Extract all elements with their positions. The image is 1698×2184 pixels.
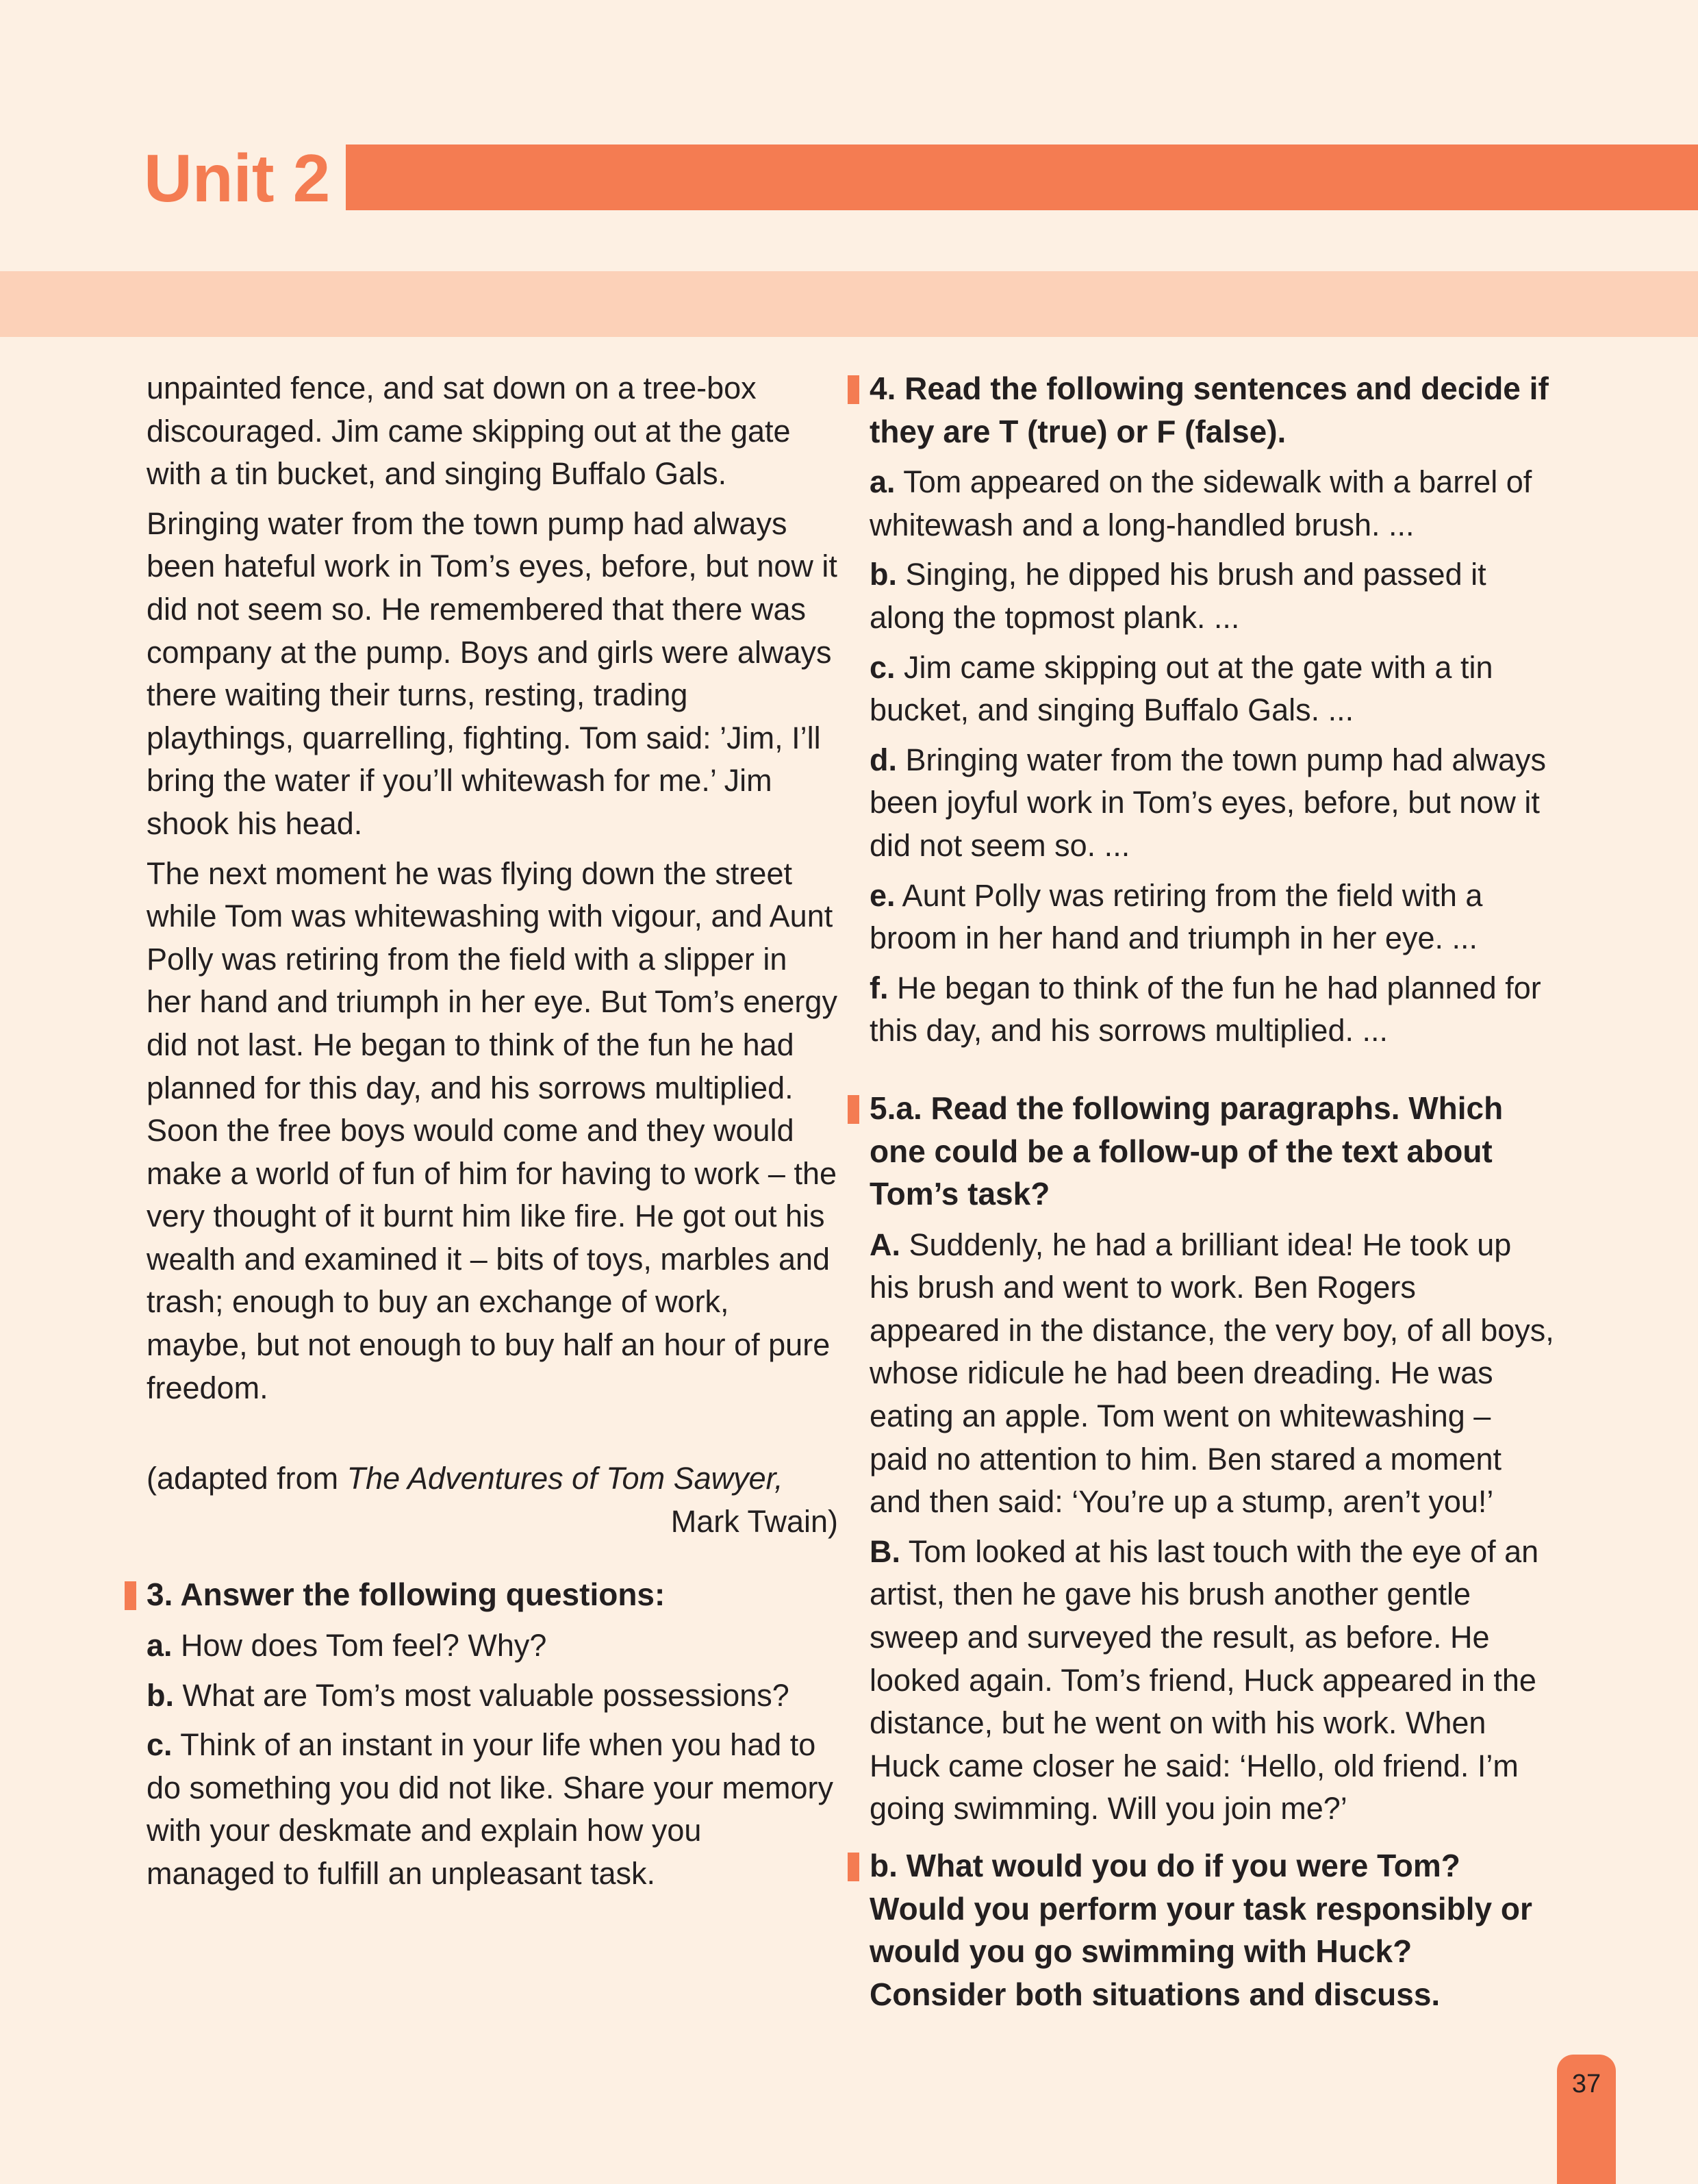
statement-item [870,739,1554,868]
header-band [0,271,1698,337]
section-marker [848,1095,859,1124]
item-letter: b. [147,1677,174,1713]
item-letter: A. [870,1227,900,1262]
page-number-tab [1557,2055,1616,2184]
item-text: Aunt Polly was retiring from the field with a broom in her hand and triumph in her eye. ... [870,877,1483,956]
right-column [870,367,1554,2024]
question-item [147,1624,838,1668]
item-text: Tom looked at his last touch with the eye of an artist, then he gave his brush another gentle sweep and surveyed the result, as before. He looked again. Tom’s friend, Huck appeared in the distance, but he went on with his work. When Huck came closer he said: ‘Hello, old friend. I’m going swimming. Will you join me?’ [870,1533,1539,1827]
section-marker [848,1853,859,1881]
paragraph-option [870,1224,1554,1524]
task-5b-heading [870,1844,1554,2016]
statement-item [870,461,1554,547]
page-number: 37 [1571,2070,1601,2098]
item-letter: b. [870,557,897,592]
task-5-heading [870,1087,1554,1216]
attribution-prefix: (adapted from [147,1461,347,1496]
item-letter: a. [870,464,896,500]
statement-item [870,967,1554,1053]
item-text: Singing, he dipped his brush and passed it along the topmost plank. ... [870,557,1486,635]
statement-item [870,647,1554,732]
question-item [147,1674,838,1718]
statement-item [870,553,1554,639]
item-letter: e. [870,877,896,913]
item-letter: d. [870,742,897,777]
paragraph-option [870,1531,1554,1831]
item-letter: f. [870,970,889,1005]
item-text: Suddenly, he had a brilliant idea! He took up his brush and went to work. Ben Rogers appeared in the distance, the very boy, of all boys, whose ridicule he had been dreading. He was eating an apple. Tom went on whitewashing – paid no attention to him. Ben stared a moment and then said: ‘You’re up a stump, aren’t you!’ [870,1227,1554,1520]
item-text: Think of an instant in your life when you had to do something you did not like. Share your memory with your deskmate and explain how you managed to fulfill an unpleasant task. [147,1727,834,1891]
section-marker [848,375,859,404]
task-5b-heading-text: b. What would you do if you were Tom? Would you perform your task responsibly or would you go swimming with Huck? Consider both situations and discuss. [870,1848,1532,2012]
reading-paragraph: Bringing water from the town pump had always been hateful work in Tom’s eyes, before, but now it did not seem so. He remembered that there was company at the pump. Boys and girls were always there waiting their turns, resting, trading playthings, quarrelling, fighting. Tom said: ’Jim, I’ll bring the water if you’ll whitewash for me.’ Jim shook his head. [147,505,837,841]
attribution-author: Mark Twain) [670,1503,838,1539]
question-item [147,1724,838,1895]
reading-paragraph: The next moment he was flying down the street while Tom was whitewashing with vigour, and Aunt Polly was retiring from the field with a slipper in her hand and triumph in her eye. But Tom’s energy did not last. He began to think of the fun he had planned for this day, and his sorrows multiplied. Soon the free boys would come and they would make a world of fun of him for having to work – the very thought of it burnt him like fire. He got out his wealth and examined it – bits of toys, marbles and trash; enough to buy an exchange of work, maybe, but not enough to buy half an hour of pure freedom. [147,855,837,1405]
item-letter: B. [870,1533,900,1569]
task-5 [870,1087,1554,2016]
task-4-heading-text: 4. Read the following sentences and decide if they are T (true) or F (false). [870,371,1549,449]
reading-paragraph: unpainted fence, and sat down on a tree-box discouraged. Jim came skipping out at the gate with a tin bucket, and singing Buffalo Gals. [147,371,791,492]
item-text: Jim came skipping out at the gate with a tin bucket, and singing Buffalo Gals. ... [870,649,1493,728]
task-3-heading [147,1573,838,1616]
statement-item [870,875,1554,960]
item-text: Tom appeared on the sidewalk with a barrel of whitewash and a long-handled brush. ... [870,464,1532,542]
task-4 [870,367,1554,1053]
task-3 [147,1573,838,1895]
item-text: Bringing water from the town pump had always been joyful work in Tom’s eyes, before, but now it did not seem so. ... [870,742,1546,863]
unit-title: Unit 2 [144,140,331,216]
item-letter: c. [870,649,896,685]
task-5-heading-text: 5.a. Read the following paragraphs. Which one could be a follow-up of the text about Tom’s task? [870,1090,1504,1212]
task-4-heading [870,367,1554,453]
task-3-heading-text: 3. Answer the following questions: [147,1577,666,1613]
left-column [147,367,838,1903]
item-text: How does Tom feel? Why? [172,1628,547,1664]
header-bar [346,145,1698,210]
section-marker [125,1581,136,1610]
item-letter: a. [147,1628,173,1664]
source-attribution [147,1457,838,1543]
item-text: What are Tom’s most valuable possessions? [174,1677,789,1713]
item-text: He began to think of the fun he had planned for this day, and his sorrows multiplied. ... [870,970,1541,1049]
item-letter: c. [147,1727,173,1763]
book-title: The Adventures of Tom Sawyer, [346,1461,783,1496]
